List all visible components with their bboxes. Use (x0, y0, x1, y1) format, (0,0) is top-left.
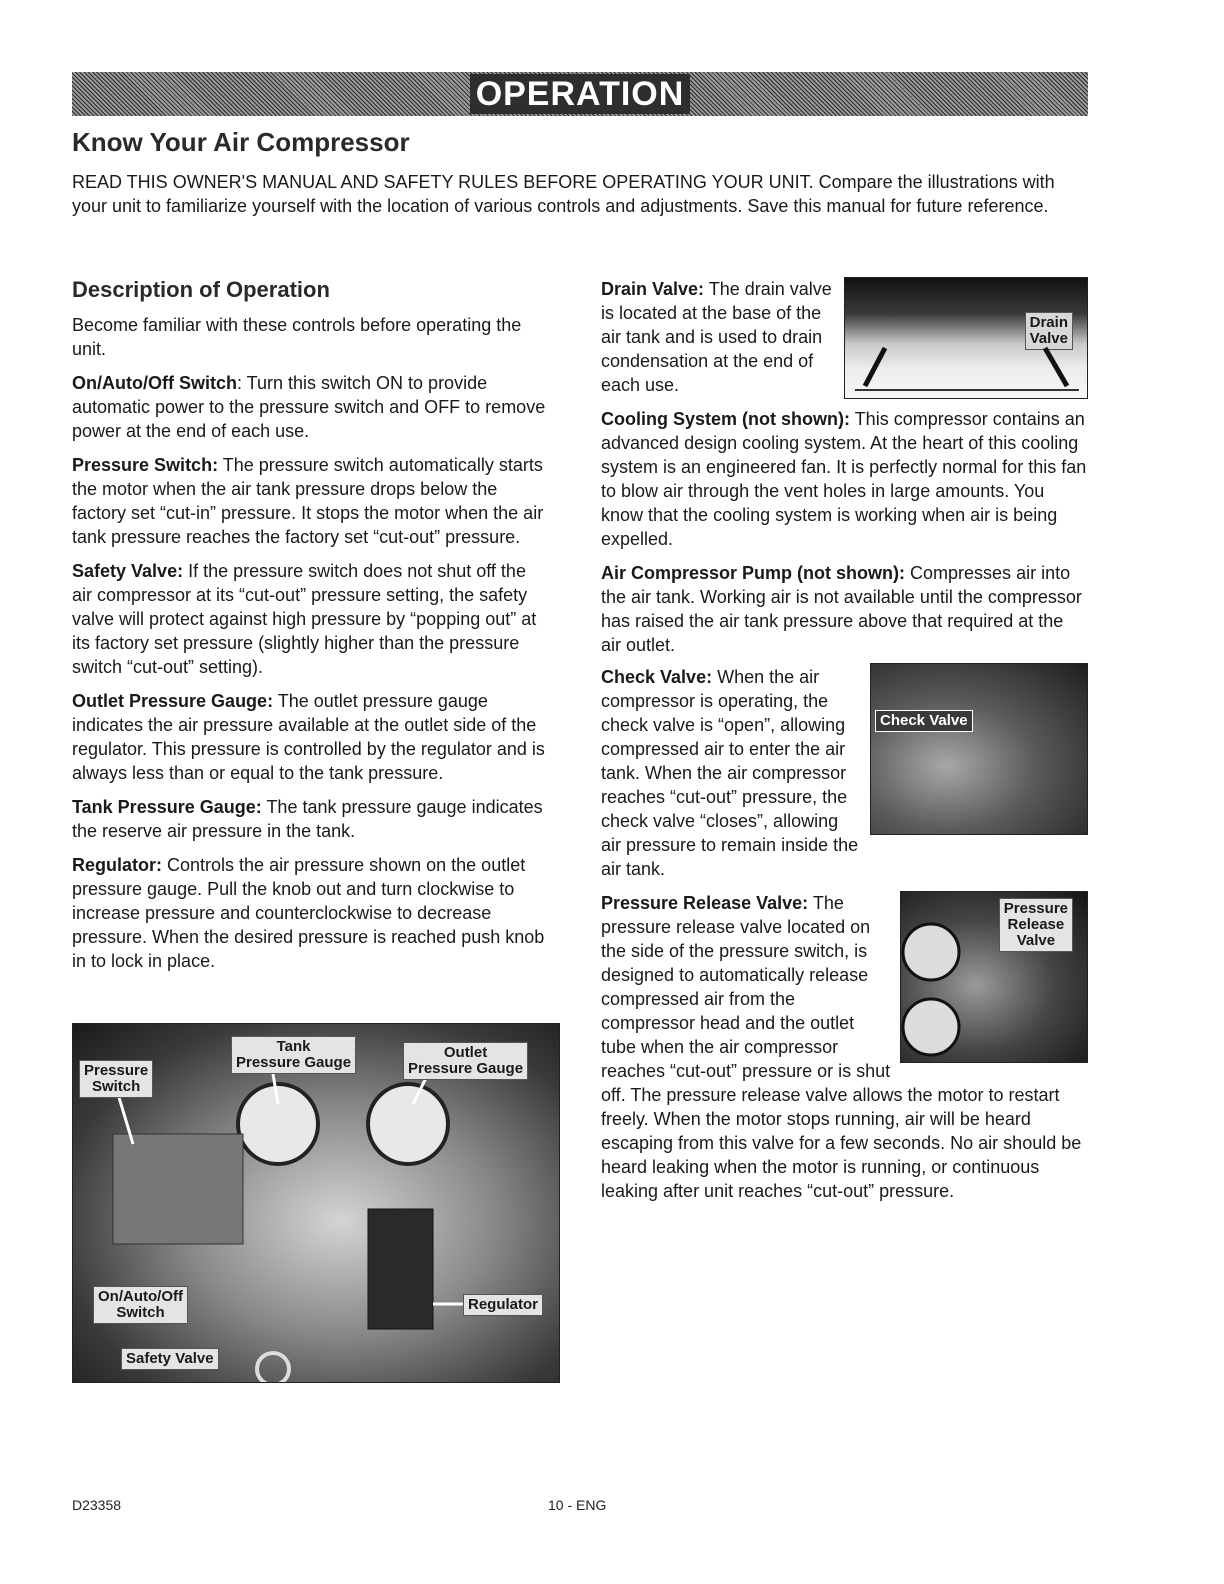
right-column (601, 277, 1088, 1213)
check-valve-photo (870, 663, 1088, 835)
term-text: Compresses air into the air tank. Working air is not available until the compressor has raised the air tank pressure above that required at the air outlet. (601, 563, 1082, 655)
item-safety-valve (72, 559, 550, 679)
term-text: If the pressure switch does not shut off the air compressor at its “cut-out” pressure setting, the safety valve will protect against high pressure by “popping out” at its factory set pressure (slightly higher than the pressure switch “cut-out” setting). (72, 561, 537, 677)
term-label: On/Auto/Off Switch (72, 373, 237, 393)
pressure-switch-box (113, 1134, 243, 1244)
term-text: The tank pressure gauge indicates the reserve air pressure in the tank. (72, 797, 543, 841)
item-pressure-switch (72, 453, 550, 549)
page-title: Know Your Air Compressor (72, 127, 410, 157)
callout-on-auto-off: On/Auto/Off Switch (93, 1286, 188, 1324)
item-on-auto-off: On/Auto/Off Switch: Turn this switch ON to provide automatic power to the pressure switch and OFF to remove power at the end of each use. (72, 373, 546, 441)
banner-title: OPERATION (470, 74, 691, 114)
regulator-knob-shape (368, 1209, 433, 1329)
callout-tank-gauge: Tank Pressure Gauge (231, 1036, 356, 1074)
description-heading: Description of Operation (72, 277, 330, 302)
term-label: Check Valve: (601, 667, 713, 687)
drain-valve-photo (844, 277, 1088, 399)
item-tank-gauge (72, 795, 550, 843)
outlet-gauge-dial (368, 1084, 448, 1164)
controls-photo (72, 1023, 560, 1383)
term-label: Air Compressor Pump (not shown): (601, 563, 906, 583)
page-number: 10 - ENG (548, 1497, 607, 1513)
section-banner (72, 72, 1088, 116)
term-label: Outlet Pressure Gauge: (72, 691, 274, 711)
term-text: Controls the air pressure shown on the outlet pressure gauge. Pull the knob out and turn clockwise to increase pressure and counterclockwise to decrease pressure. When the desired pressure is reached push knob in to lock in place. (72, 855, 545, 971)
item-regulator (72, 853, 550, 973)
callout-pressure-release: Pressure Release Valve (999, 898, 1073, 952)
doc-id: D23358 (72, 1497, 122, 1513)
term-label: Drain Valve: (601, 279, 705, 299)
term-text: When the air compressor is operating, the check valve is “open”, allowing compressed air to enter the air tank. When the air compressor reaches “cut-out” pressure, the check valve “closes”, allowing air pressure to remain inside the air tank. (601, 667, 859, 879)
term-label: Pressure Release Valve: (601, 893, 809, 913)
item-outlet-gauge (72, 689, 550, 785)
safety-valve-ring (257, 1353, 289, 1383)
callout-safety-valve: Safety Valve (121, 1348, 219, 1370)
term-label: Tank Pressure Gauge: (72, 797, 262, 817)
callout-check-valve: Check Valve (875, 710, 973, 732)
term-text: The outlet pressure gauge indicates the air pressure available at the outlet side of the regulator. This pressure is controlled by the regulator and is always less than or equal to the tank pressure. (72, 691, 545, 783)
left-column (72, 277, 550, 983)
pressure-release-photo (900, 891, 1088, 1063)
term-text: The pressure release valve located on the side of the pressure switch, is designed to automatically release compressed air from the compressor head and the outlet tube when the air compressor reaches “cut-out” pressure or is shut off. The pressure release valve allows the motor to restart freely. When the motor stops running, air will be heard escaping from this valve for a few seconds. No air should be heard leaking when the motor is running, or continuous leaking after unit reaches “cut-out” pressure. (601, 893, 1082, 1201)
item-cooling-system (601, 407, 1088, 551)
intro-paragraph: READ THIS OWNER'S MANUAL AND SAFETY RULES BEFORE OPERATING YOUR UNIT. Compare the illustrations with your unit to familiarize yourself with the location of various controls and adjustments. Save this manual for future reference. (72, 172, 1055, 216)
term-label: Regulator: (72, 855, 162, 875)
item-pump (601, 561, 1088, 657)
term-label: Cooling System (not shown): (601, 409, 850, 429)
term-text: The drain valve is located at the base of the air tank and is used to drain condensation at the end of each use. (601, 279, 832, 395)
description-lead: Become familiar with these controls before operating the unit. (72, 315, 522, 359)
callout-pressure-switch: Pressure Switch (79, 1060, 153, 1098)
callout-outlet-gauge: Outlet Pressure Gauge (403, 1042, 528, 1080)
term-label: Pressure Switch: (72, 455, 219, 475)
term-text: Turn this switch ON to provide automatic power to the pressure switch and OFF to remove power at the end of each use. (72, 373, 546, 441)
term-label: Safety Valve: (72, 561, 184, 581)
callout-drain-valve: Drain Valve (1025, 312, 1073, 350)
term-text: This compressor contains an advanced design cooling system. At the heart of this cooling system is an engineered fan. It is perfectly normal for this fan to blow air through the vent holes in large amounts. You know that the cooling system is working when air is being expelled. (601, 409, 1087, 549)
callout-regulator: Regulator (463, 1294, 543, 1316)
term-text: The pressure switch automatically starts the motor when the air tank pressure drops below the factory set “cut-in” pressure. It stops the motor when the air tank pressure reaches the factory set “cut-out” pressure. (72, 455, 544, 547)
